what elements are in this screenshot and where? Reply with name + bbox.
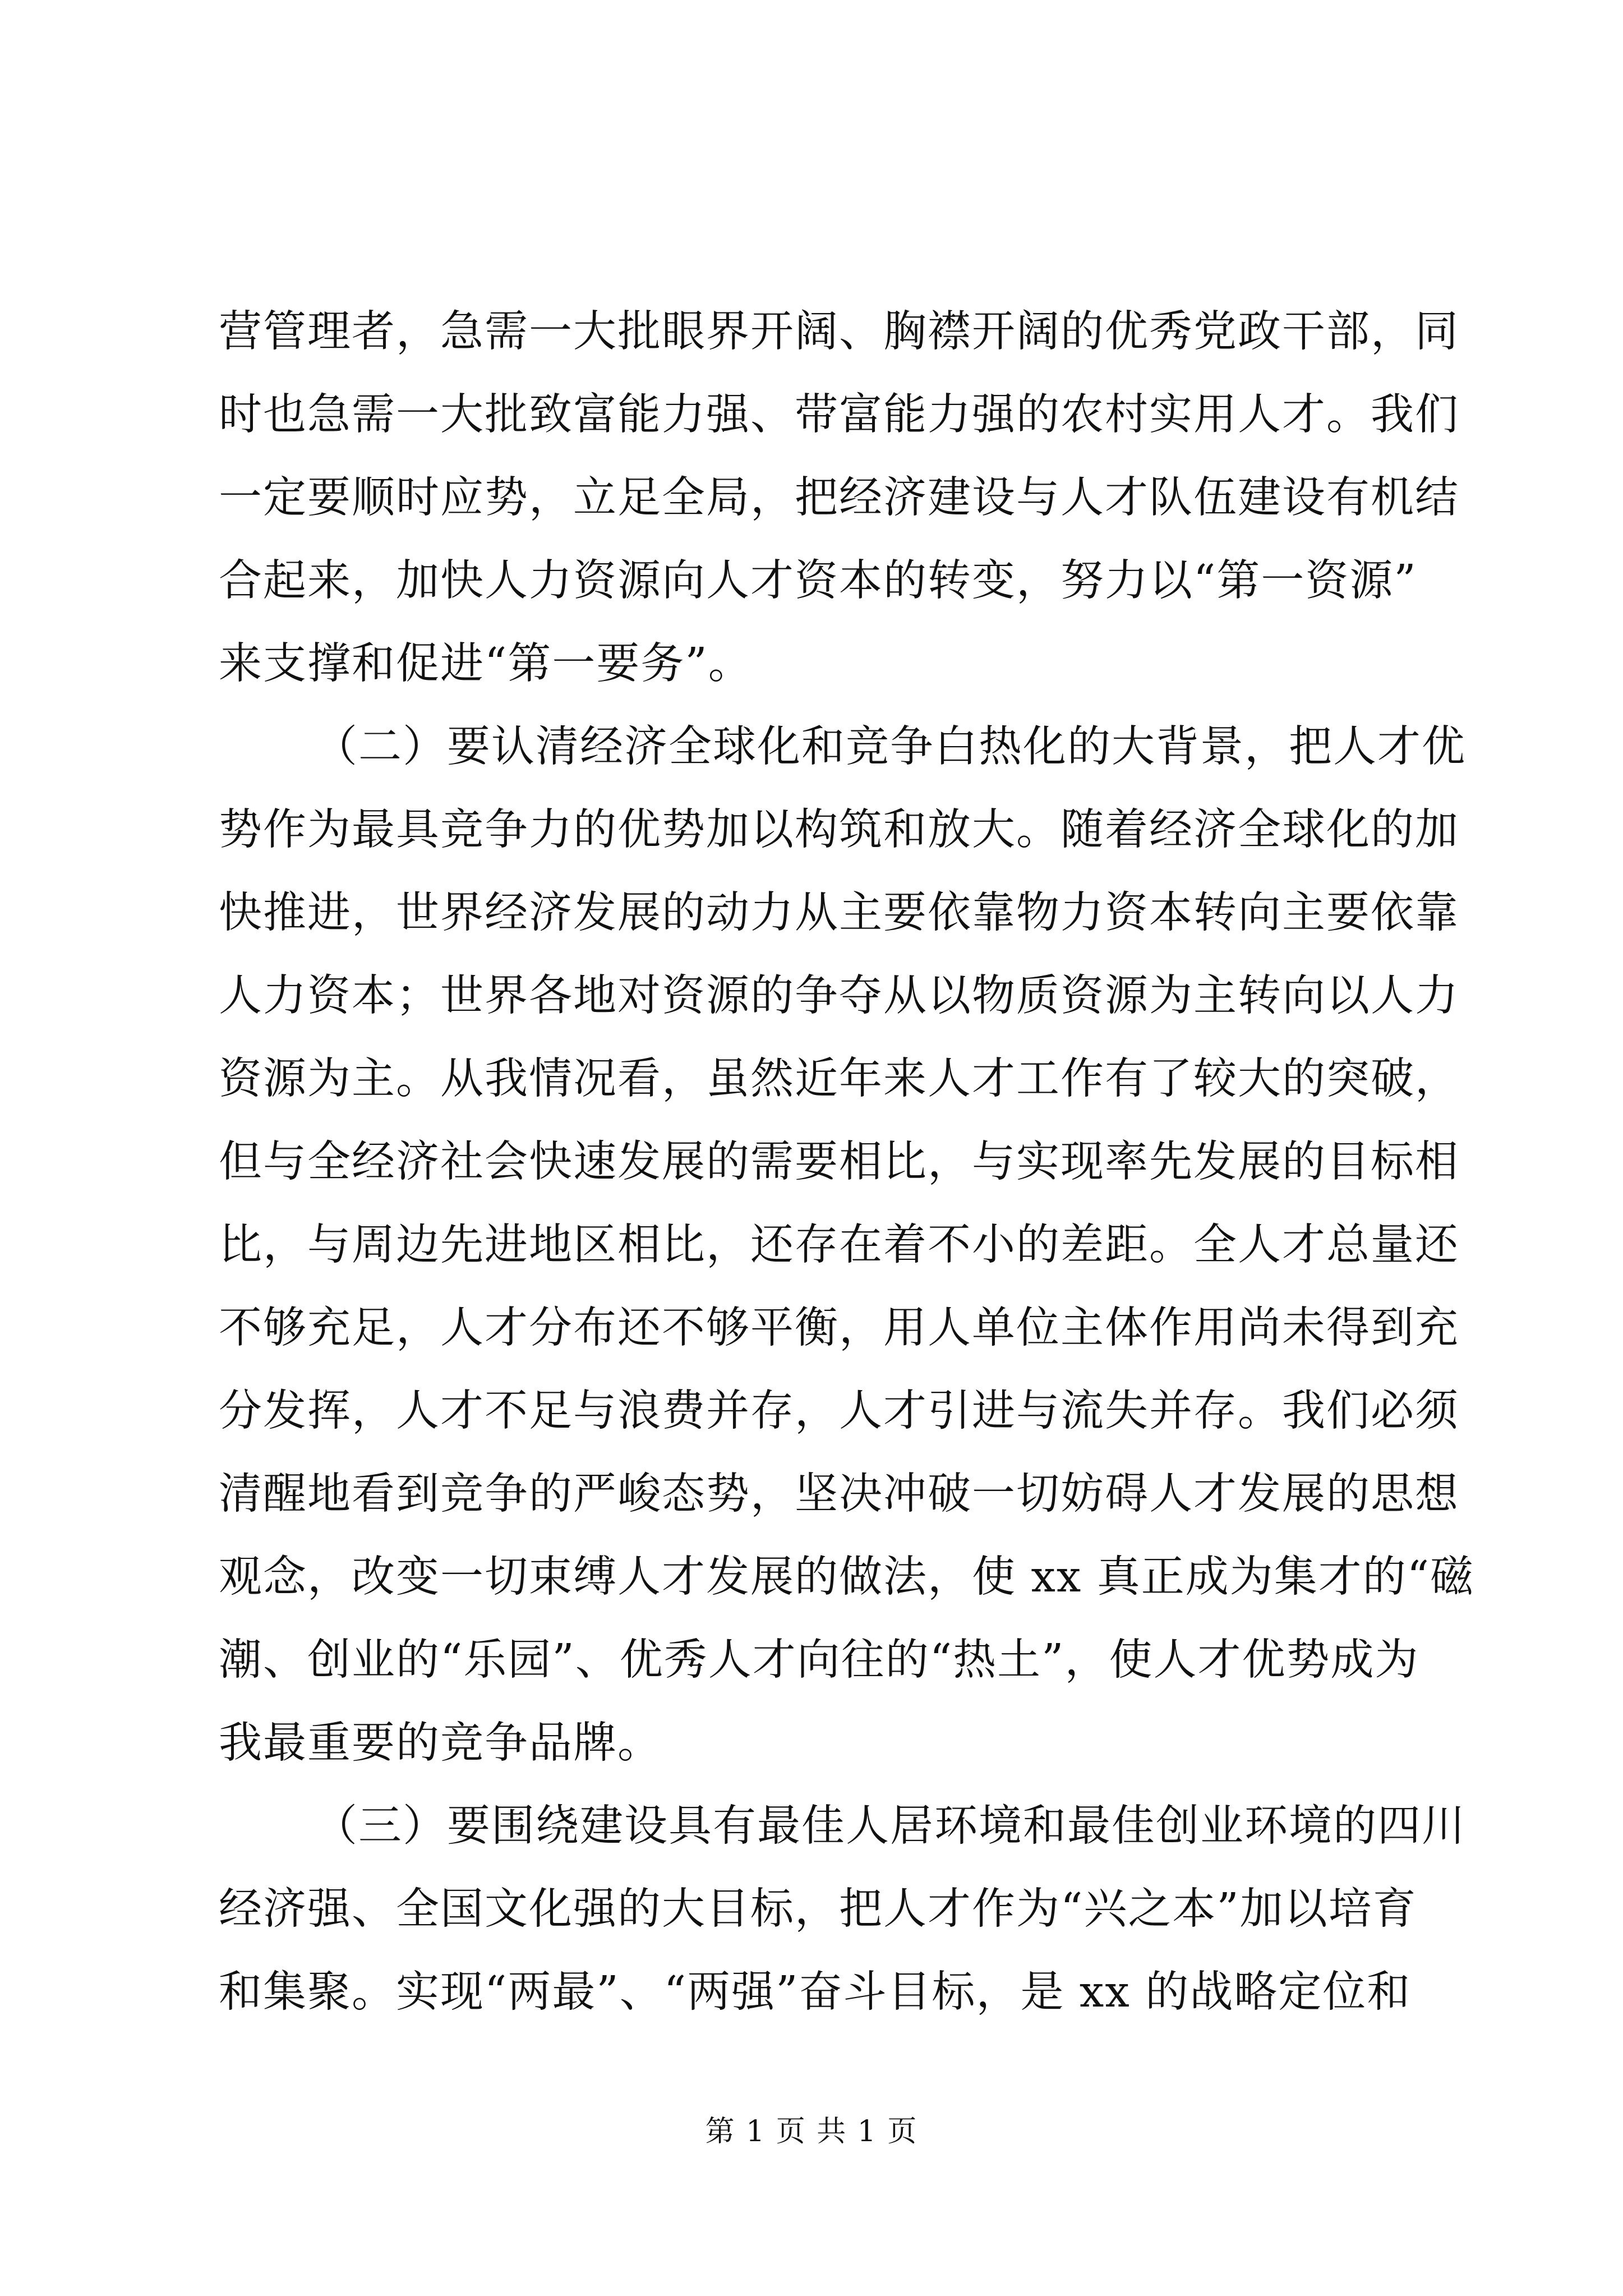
text-line: 观念，改变一切束缚人才发展的做法，使 xx 真正成为集才的“磁 [219, 1552, 1475, 1602]
section-heading-line: （二）要认清经济全球化和竞争白热化的大背景，把人才优 [314, 722, 1466, 772]
text-line: 人力资本；世界各地对资源的争夺从以物质资源为主转向以人力 [219, 971, 1459, 1021]
text-line: 比，与周边先进地区相比，还存在着不小的差距。全人才总量还 [219, 1220, 1459, 1270]
section-heading-line: （三）要围绕建设具有最佳人居环境和最佳创业环境的四川 [314, 1801, 1466, 1851]
page-number-label: 第 1 页 共 1 页 [705, 2115, 918, 2148]
text-line: 资源为主。从我情况看，虽然近年来人才工作有了较大的突破， [219, 1054, 1459, 1104]
text-line: 潮、创业的“乐园”、优秀人才向往的“热土”，使人才优势成为 [219, 1635, 1419, 1685]
text-line: 一定要顺时应势，立足全局，把经济建设与人才队伍建设有机结 [219, 473, 1459, 523]
text-line: 分发挥，人才不足与浪费并存，人才引进与流失并存。我们必须 [219, 1386, 1459, 1436]
text-line: 时也急需一大批致富能力强、带富能力强的农村实用人才。我们 [219, 390, 1459, 440]
text-line: 我最重要的竞争品牌。 [219, 1718, 662, 1768]
text-line: 势作为最具竞争力的优势加以构筑和放大。随着经济全球化的加 [219, 805, 1459, 855]
text-line: 清醒地看到竞争的严峻态势，坚决冲破一切妨碍人才发展的思想 [219, 1469, 1459, 1519]
text-line: 来支撑和促进“第一要务”。 [219, 639, 753, 689]
text-line: 快推进，世界经济发展的动力从主要依靠物力资本转向主要依靠 [219, 888, 1459, 938]
text-line: 营管理者，急需一大批眼界开阔、胸襟开阔的优秀党政干部，同 [219, 307, 1459, 357]
text-line: 经济强、全国文化强的大目标，把人才作为“兴之本”加以培育 [219, 1884, 1417, 1934]
text-line: 和集聚。实现“两最”、“两强”奋斗目标，是 xx 的战略定位和 [219, 1967, 1412, 2017]
text-line: 合起来，加快人力资源向人才资本的转变，努力以“第一资源” [219, 556, 1417, 606]
page-footer [0, 2112, 1623, 2151]
document-body [219, 291, 1475, 2034]
text-line: 但与全经济社会快速发展的需要相比，与实现率先发展的目标相 [219, 1137, 1459, 1187]
text-line: 不够充足，人才分布还不够平衡，用人单位主体作用尚未得到充 [219, 1303, 1459, 1353]
